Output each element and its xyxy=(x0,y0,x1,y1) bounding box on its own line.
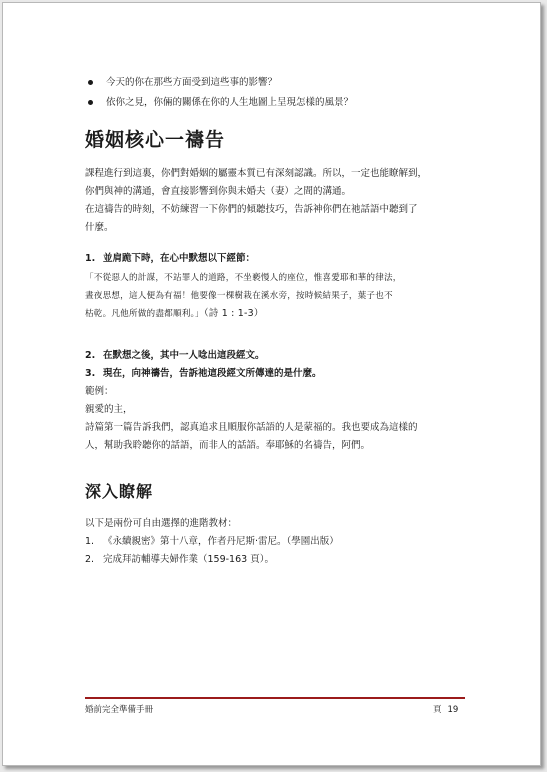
page-number: 19 xyxy=(447,705,459,715)
intro-line: 什麼。 xyxy=(85,222,114,233)
footer-rule xyxy=(85,697,465,699)
example-label: 範例： xyxy=(85,386,114,397)
section-heading-prayer: 婚姻核心一禱告 xyxy=(85,129,226,151)
intro-line: 在這禱告的時刻，不妨練習一下你們的傾聽技巧，告訴神你們在祂話語中聽到了 xyxy=(85,204,418,215)
resource-item xyxy=(85,533,339,551)
step-text: 現在，向神禱告，告訴祂這段經文所傳達的是什麼。 xyxy=(103,368,322,379)
step-number: 2. xyxy=(85,350,96,361)
footer-book-title: 婚前完全準備手冊 xyxy=(85,705,154,715)
intro-line: 你們與神的溝通，會直接影響到你與未婚夫（妻）之間的溝通。 xyxy=(85,186,352,197)
section-heading-further-study: 深入瞭解 xyxy=(85,482,154,501)
bullet-list xyxy=(85,73,353,113)
example-greeting: 親愛的主， xyxy=(85,404,133,415)
step-number: 1. xyxy=(85,253,96,264)
resource-item xyxy=(85,551,274,569)
footer-page-number xyxy=(433,703,458,717)
bullet-item: 依你之見，你倆的關係在你的人生地圖上呈現怎樣的風景？ xyxy=(85,93,353,113)
resource-text: 完成拜訪輔導夫婦作業（159-163 頁）。 xyxy=(103,554,274,565)
step-text: 在默想之後，其中一人唸出這段經文。 xyxy=(103,350,265,361)
step-item xyxy=(85,250,255,268)
verse-line: 「不從惡人的計謀，不站罪人的道路，不坐褻慢人的座位，惟喜愛耶和華的律法， xyxy=(85,273,402,283)
verse-line: 晝夜思想，這人便為有福！他要像一棵樹栽在溪水旁，按時候結果子，葉子也不 xyxy=(85,290,393,301)
scripture-quote xyxy=(85,270,480,324)
resource-number: 2. xyxy=(85,554,95,565)
example-line: 人，幫助我聆聽你的話語，而非人的話語。奉耶穌的名禱告，阿們。 xyxy=(85,440,371,451)
page-label: 頁 xyxy=(433,705,442,715)
resource-text: 《永續親密》第十八章，作者丹尼斯·雷尼。（學園出版） xyxy=(103,536,339,547)
verse-line: 枯乾。凡他所做的盡都順利。」 xyxy=(85,309,204,319)
step-item xyxy=(85,365,322,383)
step-text: 並肩跪下時，在心中默想以下經節： xyxy=(103,253,256,264)
document-page xyxy=(2,2,541,766)
example-line: 詩篇第一篇告訴我們，認真追求且順服你話語的人是蒙福的。我也要成為這樣的 xyxy=(85,422,418,433)
intro-line: 課程進行到這裏，你們對婚姻的屬靈本質已有深刻認識。所以，一定也能瞭解到， xyxy=(85,168,428,179)
further-study-intro: 以下是兩份可自由選擇的進階教材： xyxy=(85,518,238,529)
verse-reference: （詩 1 : 1-3） xyxy=(203,308,264,319)
step-item xyxy=(85,347,265,365)
bullet-item: 今天的你在那些方面受到這些事的影響？ xyxy=(85,73,353,93)
resource-number: 1. xyxy=(85,536,95,547)
step-number: 3. xyxy=(85,368,96,379)
